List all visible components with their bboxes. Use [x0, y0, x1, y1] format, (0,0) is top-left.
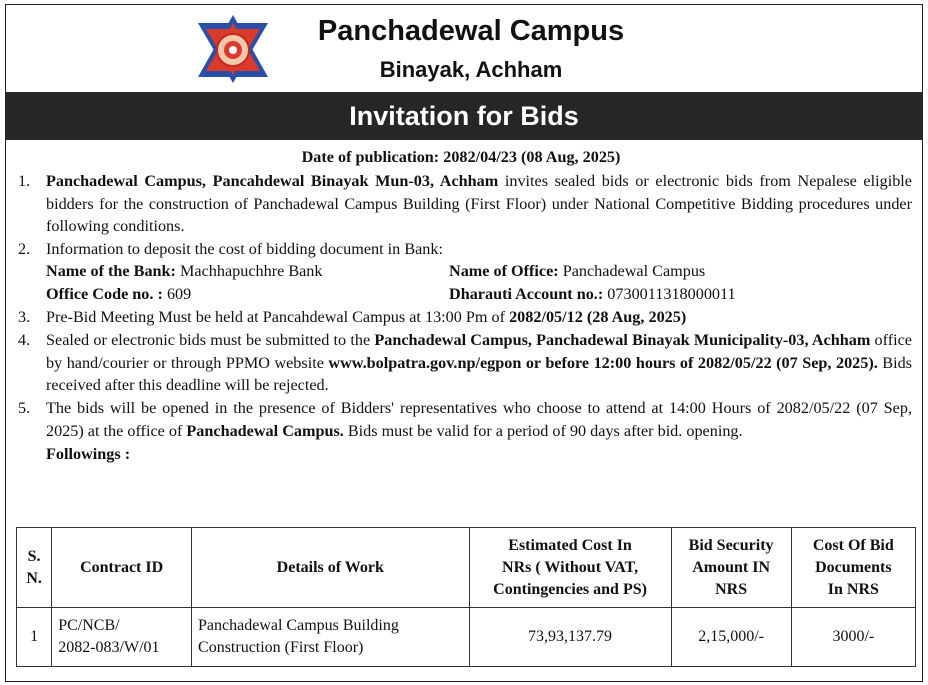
- item-number: 2.: [18, 240, 31, 259]
- notice-header: [6, 5, 922, 91]
- table-header-row: [17, 528, 916, 608]
- item-number: 1.: [18, 172, 31, 191]
- condition-item-3: [0, 306, 928, 328]
- notice-body: [0, 146, 928, 465]
- cell-contract-id: PC/NCB/ 2082-083/W/01: [52, 608, 192, 667]
- item-number: 3.: [18, 308, 31, 327]
- office-name-row: [449, 260, 912, 282]
- header-contract-id: Contract ID: [52, 528, 192, 608]
- item-number: 4.: [18, 331, 31, 350]
- office-name-value: Panchadewal Campus: [558, 262, 706, 281]
- bank-name-row: [46, 260, 449, 282]
- header-document-cost: Cost Of Bid Documents In NRS: [791, 528, 915, 608]
- table-row: [17, 608, 916, 667]
- office-code-value: 609: [162, 284, 192, 303]
- condition-item-4: [0, 329, 928, 396]
- header-estimated-cost: Estimated Cost In NRs ( Without VAT, Contingencies and PS): [469, 528, 671, 608]
- cell-details: Panchadewal Campus Building Construction (First Floor): [192, 608, 470, 667]
- item-text: The bids will be opened in the presence of Bidders' representatives who choose to attend at 14:00 Hours of 2082/05/22 (07 Sep, 2025) at the office of: [46, 399, 912, 440]
- item-text: Bids must be valid for a period of 90 days after bid. opening.: [343, 421, 743, 440]
- item-text: invites sealed bids or electronic bids from Nepalese eligible bidders for the construction of Panchadewal Campus Building (First Floor) under National Competitive Bidding procedures under following conditions.: [46, 172, 912, 235]
- header-details: Details of Work: [192, 528, 470, 608]
- item-text: Pre-Bid Meeting Must be held at Pancahdewal Campus at 13:00 Pm of: [46, 308, 510, 327]
- opening-office: Panchadewal Campus.: [186, 421, 344, 440]
- bank-name-value: Machhapuchhre Bank: [175, 262, 323, 281]
- item-number: 5.: [18, 399, 31, 418]
- account-label: Dharauti Account no.:: [449, 284, 604, 303]
- followings-heading: Followings :: [46, 444, 131, 463]
- bank-details: [46, 260, 912, 305]
- publication-date: Date of publication: 2082/04/23 (08 Aug, 2025): [301, 148, 621, 166]
- item-text: Sealed or electronic bids must be submitted to the: [46, 331, 375, 350]
- office-code-row: [46, 283, 449, 305]
- item-text: Bids received after this deadline will be rejected.: [46, 353, 912, 394]
- bid-table: [16, 527, 916, 667]
- account-value: 0730011318000011: [603, 284, 736, 303]
- item-text: Information to deposit the cost of bidding document in Bank:: [46, 240, 443, 259]
- account-row: [449, 283, 912, 305]
- prebid-date: 2082/05/12 (28 Aug, 2025): [509, 308, 687, 327]
- submission-office: Panchadewal Campus, Panchadewal Binayak Municipality-03, Achham: [374, 331, 871, 350]
- cell-estimated-cost: 73,93,137.79: [469, 608, 671, 667]
- campus-title: Panchadewal Campus: [317, 15, 625, 47]
- condition-item-5: [0, 397, 928, 442]
- campus-location: Binayak, Achham: [379, 57, 563, 82]
- item-text: office by hand/courier or through PPMO website: [46, 331, 912, 372]
- cell-sn: 1: [17, 608, 52, 667]
- notice-banner: Invitation for Bids: [6, 92, 922, 140]
- nepal-emblem-star-icon: [194, 13, 272, 85]
- header-sn: S. N.: [17, 528, 52, 608]
- condition-item-2: [0, 238, 928, 305]
- cell-document-cost: 3000/-: [791, 608, 915, 667]
- condition-item-1: [0, 170, 928, 237]
- cell-bid-security: 2,15,000/-: [671, 608, 791, 667]
- office-code-label: Office Code no. :: [46, 284, 163, 303]
- header-bid-security: Bid Security Amount IN NRS: [671, 528, 791, 608]
- office-name-label: Name of Office:: [449, 262, 559, 281]
- bidder-invitation-lead: Panchadewal Campus, Pancahdewal Binayak Mun-03, Achham: [46, 172, 499, 191]
- bank-name-label: Name of the Bank:: [46, 262, 176, 281]
- submission-deadline: www.bolpatra.gov.np/egpon or before 12:00 hours of 2082/05/22 (07 Sep, 2025).: [328, 353, 878, 372]
